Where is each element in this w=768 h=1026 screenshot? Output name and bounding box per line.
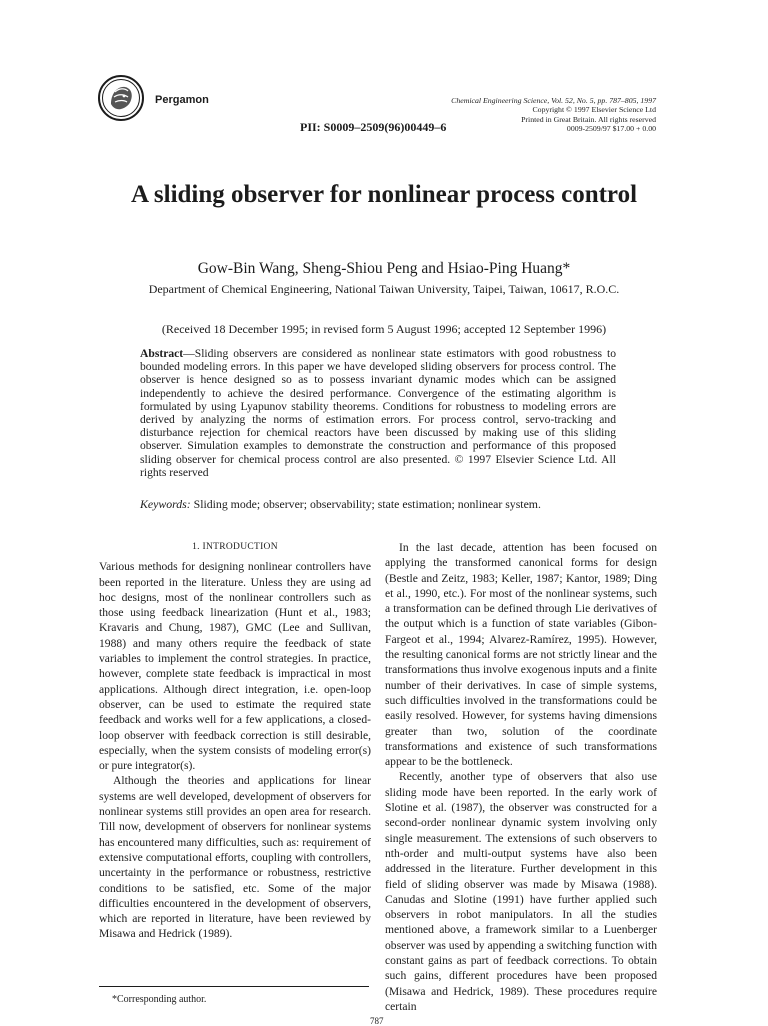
pergamon-logo <box>97 74 145 122</box>
journal-citation: Chemical Engineering Science, Vol. 52, No. 5, pp. 787–805, 1997 <box>451 96 656 105</box>
body-paragraph: Various methods for designing nonlinear controllers have been reported in the literature. Unless they are using ad hoc designs, most of the nonlinear controllers such as those using feedback linearization (Hunt et al., 1983; Kravaris and Chung, 1987), GMC (Lee and Sullivan, 1988) and many others require the feedback of state variables to implement the control strategies. In practice, however, complete state feedback is impractical in most applications. Although direct integration, i.e. open-loop observer, can be used to estimate the required state feedback and works well for a few applications, a closed-loop observer with feedback correction is still desirable, especially, when the system consists of modeling error(s) or pure integrator(s). <box>99 560 371 773</box>
author-affiliation: Department of Chemical Engineering, National Taiwan University, Taipei, Taiwan, 10617, R.O.C. <box>148 282 620 296</box>
footnote-divider <box>99 986 369 987</box>
body-paragraph: Recently, another type of observers that also use sliding mode have been reported. In the early work of Slotine et al. (1987), the observer was constructed for a second-order nonlinear dynamic system involving only single measurement. The extensions of such observers to nth-order and multi-output systems have also been addressed in the literature. Further development in this field of sliding observer was made by Misawa (1988). Canudas and Slotine (1991) have further applied such observers in robot manipulators. In all the studies mentioned above, a framework similar to a Luenberger observer was used by appending a switching function with constant gains as part of feedback corrections. To obtain such gains, different procedures have been proposed (Misawa and Hedrick, 1989). These procedures require certain <box>385 770 657 1013</box>
article-title: A sliding observer for nonlinear process control <box>130 181 638 208</box>
keywords-label: Keywords: <box>140 497 191 511</box>
publisher-name: Pergamon <box>155 94 209 106</box>
copyright-line: Copyright © 1997 Elsevier Science Ltd <box>532 105 656 115</box>
body-column-left <box>99 540 371 942</box>
abstract-text: —Sliding observers are considered as nonlinear state estimators with good robustness to bounded modeling errors. In this paper we have developed sliding observers for process control. The observer is hence designed so as to possess invariant dynamic modes which can be assigned independently to achieve the desired performance. Convergence of the estimating algorithm is formulated by using Lyapunov stability theorems. Conditions for robustness to modeling errors are derived by analyzing the norms of estimation errors. For process control, servo-tracking and disturbance rejection for chemical reactors have been discussed by making use of this sliding observer. Simulation examples to demonstrate the construction and performance of this proposed sliding observer for chemical process control are also presented. © 1997 Elsevier Science Ltd. All rights reserved <box>140 347 616 479</box>
abstract <box>140 347 616 479</box>
body-paragraph: In the last decade, attention has been focused on applying the transformed canonical forms for design (Bestle and Zeitz, 1983; Keller, 1987; Kantor, 1989; Ding et al., 1990, etc.). For most of the nonlinear systems, such a transformation can be defined through Lie derivatives of the output which is a function of state variables (Gibon-Fargeot et al., 1994; Alvarez-Ramírez, 1995). However, the resulting canonical forms are not strictly linear and the transformations thus involve exogenous inputs and a finite number of their derivatives. In case of simple systems, such difficulties involved in the transformations could be easily resolved. However, for systems having dimensions greater than two, solution of the coordinate transformations and existence of such transformations appear to be the bottleneck. <box>385 541 657 769</box>
printed-line: Printed in Great Britain. All rights reserved <box>521 114 656 124</box>
body-column-right <box>385 540 657 1014</box>
author-list: Gow-Bin Wang, Sheng-Shiou Peng and Hsiao-Ping Huang* <box>197 260 571 277</box>
pii-identifier: PII: S0009–2509(96)00449–6 <box>300 120 447 134</box>
received-dates: (Received 18 December 1995; in revised form 5 August 1996; accepted 12 September 1996) <box>161 322 607 336</box>
price-line: 0009-2509/97 $17.00 + 0.00 <box>566 124 656 134</box>
corresponding-author-footnote: *Corresponding author. <box>112 994 207 1005</box>
page-number: 787 <box>370 1016 384 1026</box>
section-heading-introduction: 1. INTRODUCTION <box>192 542 278 552</box>
keywords-text: Sliding mode; observer; observability; state estimation; nonlinear system. <box>193 497 541 511</box>
keywords <box>140 497 630 512</box>
body-paragraph: Although the theories and applications for linear systems are well developed, development of observers for nonlinear systems still provides an open area for research. Till now, development of observers for nonlinear systems has encountered many difficulties, such as: requirement of extensive computational efforts, coupling with controllers, uncertainty in the performance or robustness, restrictive conditions to be satisfied, etc. Some of the major difficulties encountered in the development of observers, which are reported in literature, have been reviewed by Misawa and Hedrick (1989). <box>99 774 371 941</box>
abstract-label: Abstract <box>140 347 184 360</box>
